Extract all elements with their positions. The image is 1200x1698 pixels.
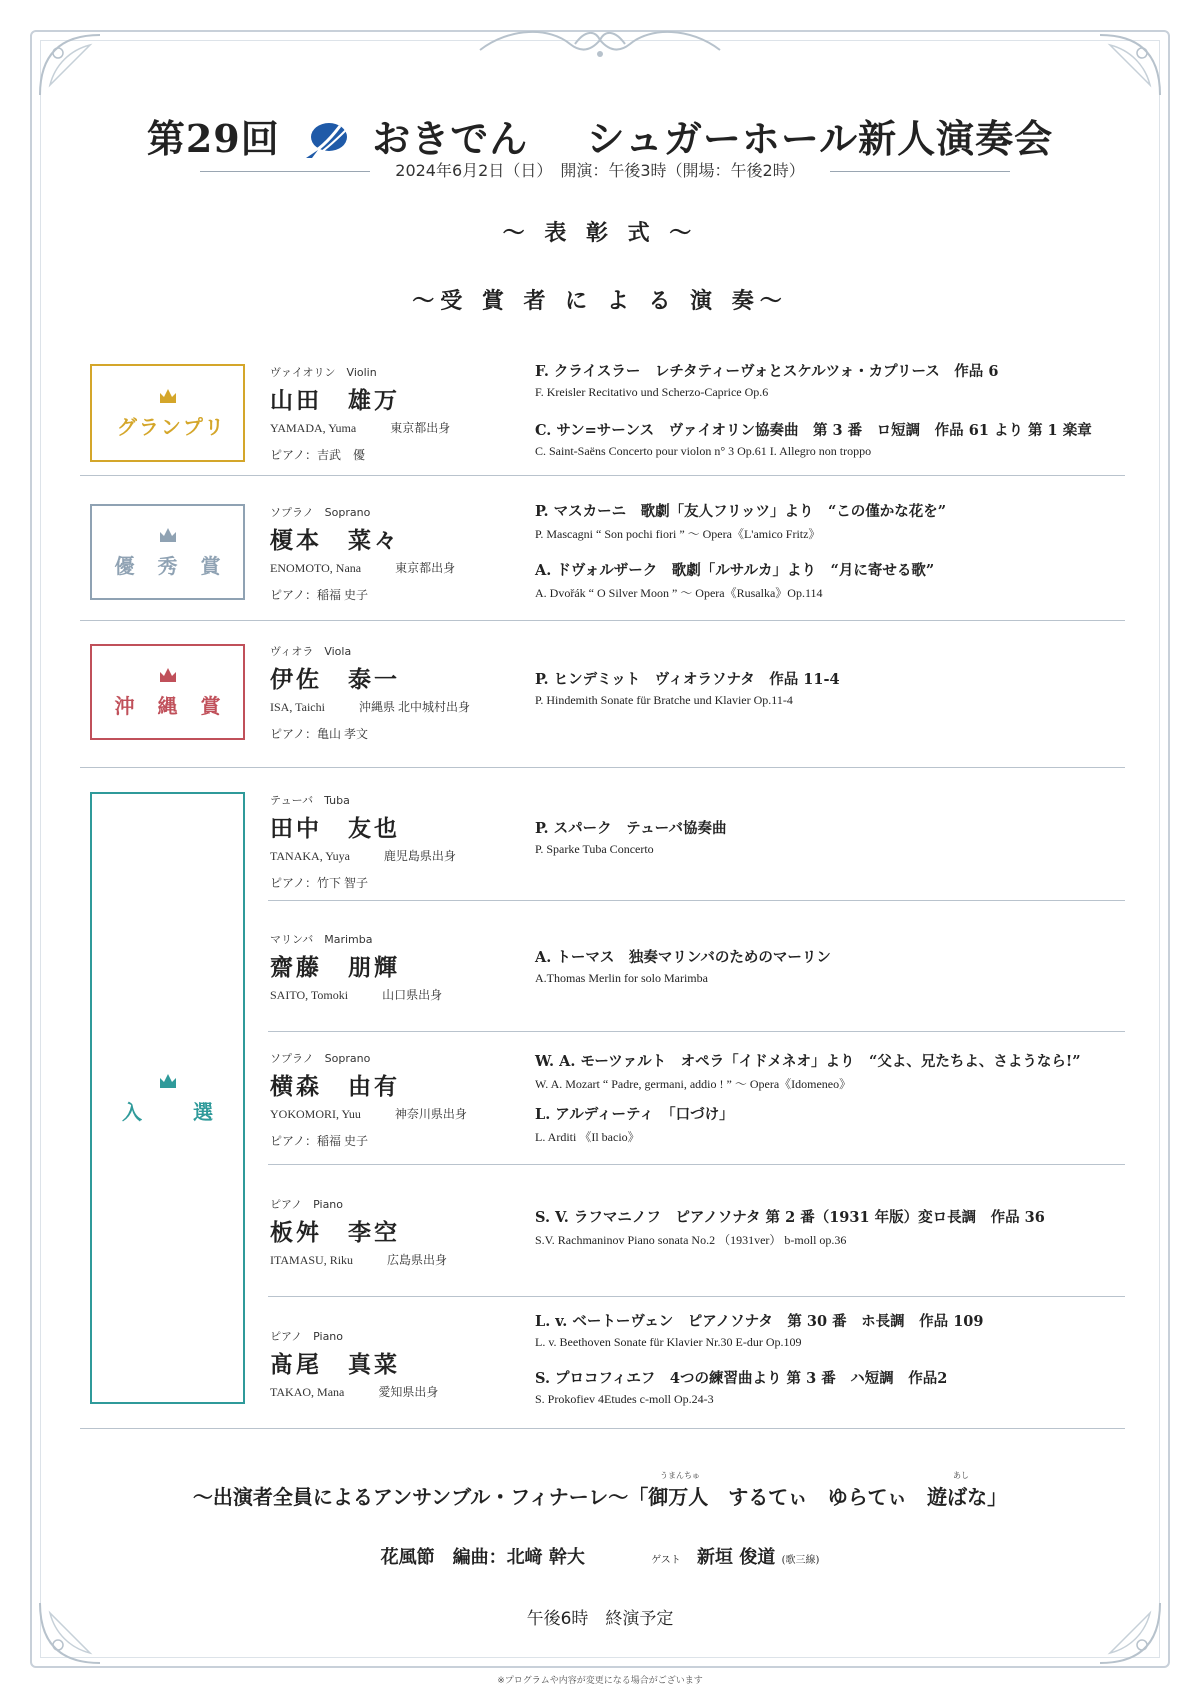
instrument-label: ヴィオラ Viola <box>270 645 352 658</box>
work-title-en: L. v. Beethoven Sonate für Klavier Nr.30 E-dur Op.109 <box>535 1335 802 1349</box>
performer-romanized: SAITO, Tomoki 山口県出身 <box>270 988 443 1002</box>
row-divider <box>268 900 1125 901</box>
row-divider <box>268 1031 1125 1032</box>
performer-entry <box>270 364 500 463</box>
work-entry <box>535 1103 1095 1145</box>
event-dateline: 2024年6月2日（日） 開演：午後3時（開場：午後2時） <box>395 161 805 180</box>
guest-note: (歌三線) <box>781 1555 820 1566</box>
work-title-ja: P. マスカーニ 歌劇「友人フリッツ」より “この僅かな花を” <box>535 503 947 520</box>
performer-name: 板舛 李空 <box>270 1219 400 1246</box>
work-title-ja: L. v. ベートーヴェン ピアノソナタ 第 30 番 ホ長調 作品 109 <box>535 1313 984 1330</box>
work-title-ja: W. A. モーツァルト オペラ「イドメネオ」より “父よ、兄たちよ、さようなら!” <box>535 1053 1081 1070</box>
finale-credits <box>0 1543 1200 1569</box>
award-excellence-label: 優 秀 賞 <box>114 553 229 578</box>
performer-hometown: 東京都出身 <box>390 421 451 435</box>
ruby-reading: あし <box>953 1471 969 1480</box>
accompanist: ピアノ：竹下 智子 <box>270 876 369 890</box>
section-divider <box>80 767 1125 768</box>
performer-entry <box>270 504 500 603</box>
guest-label: ゲスト <box>651 1555 681 1566</box>
performer-entry <box>270 1050 500 1149</box>
work-title-en: P. Mascagni “ Son pochi fiori ” 〜 Opera《L'amico Fritz》 <box>535 527 821 541</box>
title-main: シュガーホール新人演奏会 <box>586 116 1054 161</box>
performer-romanized: YOKOMORI, Yuu 神奈川県出身 <box>270 1107 467 1121</box>
performer-hometown: 愛知県出身 <box>378 1385 439 1399</box>
accompanist: ピアノ：稲福 史子 <box>270 588 369 602</box>
performer-romanized: ENOMOTO, Nana 東京都出身 <box>270 561 456 575</box>
performer-entry <box>270 643 500 742</box>
instrument-label: ヴァイオリン Violin <box>270 366 377 379</box>
okiden-logo-icon <box>304 120 350 160</box>
accompanist: ピアノ：吉武 優 <box>270 448 366 462</box>
award-okinawa-box <box>90 644 245 740</box>
award-grandprix-box <box>90 364 245 462</box>
ruby-reading: うまんちゅ <box>660 1471 700 1480</box>
work-title-en: A. Dvořák “ O Silver Moon ” 〜 Opera《Rusalka》Op.114 <box>535 586 823 600</box>
guest-name: 新垣 俊道 <box>697 1547 776 1568</box>
instrument-label: ピアノ Piano <box>270 1198 344 1211</box>
top-ornament <box>470 22 730 62</box>
work-entry <box>535 559 1095 601</box>
work-title-ja: P. ヒンデミット ヴィオラソナタ 作品 11-4 <box>535 671 840 688</box>
section-divider <box>80 1428 1125 1429</box>
work-entry <box>535 1310 1095 1350</box>
instrument-label: ソプラノ Soprano <box>270 506 371 519</box>
performer-romanized: ITAMASU, Riku 広島県出身 <box>270 1253 448 1267</box>
award-grandprix-label: グランプリ <box>116 414 227 439</box>
crown-icon <box>158 1072 178 1090</box>
crown-icon <box>158 526 178 544</box>
award-selected-box <box>90 792 245 1404</box>
corner-ornament-tl <box>30 25 110 105</box>
footnote: ※プログラムや内容が変更になる場合がございます <box>497 1676 703 1686</box>
work-entry <box>535 668 1095 708</box>
title-prefix: 第29回 <box>146 116 280 161</box>
work-title-en: A.Thomas Merlin for solo Marimba <box>535 971 708 985</box>
ceremony-heading: 〜 表 彰 式 〜 <box>502 220 698 246</box>
performer-name: 山田 雄万 <box>270 387 400 414</box>
performer-romanized: TAKAO, Mana 愛知県出身 <box>270 1385 439 1399</box>
performer-hometown: 広島県出身 <box>387 1253 448 1267</box>
arrangement-credit: 花風節 編曲：北﨑 幹大 <box>380 1547 585 1568</box>
performer-romanized: ISA, Taichi 沖縄県 北中城村出身 <box>270 700 470 714</box>
page-title <box>0 108 1200 166</box>
work-title-en: S.V. Rachmaninov Piano sonata No.2 （1931ver） b-moll op.36 <box>535 1233 847 1247</box>
instrument-label: ピアノ Piano <box>270 1330 344 1343</box>
work-entry <box>535 1367 1095 1407</box>
performer-entry <box>270 931 500 1003</box>
performer-romanized: TANAKA, Yuya 鹿児島県出身 <box>270 849 456 863</box>
performer-name: 横森 由有 <box>270 1073 400 1100</box>
performer-hometown: 山口県出身 <box>382 988 443 1002</box>
work-title-en: L. Arditi 《Il bacio》 <box>535 1130 640 1144</box>
work-title-ja: A. ドヴォルザーク 歌劇「ルサルカ」より “月に寄せる歌” <box>535 562 935 579</box>
row-divider <box>268 1296 1125 1297</box>
performer-entry <box>270 1328 500 1400</box>
performer-hometown: 東京都出身 <box>395 561 456 575</box>
end-time: 午後6時 終演予定 <box>526 1609 674 1629</box>
work-entry <box>535 500 1095 542</box>
performer-entry <box>270 1196 500 1268</box>
section-divider <box>80 620 1125 621</box>
performer-name: 髙尾 真菜 <box>270 1351 400 1378</box>
work-entry <box>535 1206 1095 1248</box>
row-divider <box>268 1164 1125 1165</box>
accompanist: ピアノ：稲福 史子 <box>270 1134 369 1148</box>
instrument-label: ソプラノ Soprano <box>270 1052 371 1065</box>
work-title-en: F. Kreisler Recitativo und Scherzo-Caprice Op.6 <box>535 385 769 399</box>
performer-romanized: YAMADA, Yuma 東京都出身 <box>270 421 451 435</box>
work-title-ja: P. スパーク テューバ協奏曲 <box>535 820 727 837</box>
work-title-ja: L. アルディーティ 「口づけ」 <box>535 1106 734 1123</box>
work-entry <box>535 419 1095 459</box>
performance-heading: 〜受 賞 者 に よ る 演 奏〜 <box>412 288 788 314</box>
work-title-en: W. A. Mozart “ Padre, germani, addio ! ” 〜 Opera《Idomeneo》 <box>535 1077 852 1091</box>
finale-title: 〜出演者全員によるアンサンブル・フィナーレ〜「御万人 するてぃ ゆらてぃ 遊ばな」 <box>192 1485 1008 1509</box>
work-entry <box>535 360 1095 400</box>
performer-name: 齋藤 朋輝 <box>270 954 400 981</box>
work-title-ja: A. トーマス 独奏マリンバのためのマーリン <box>535 949 831 966</box>
award-excellence-box <box>90 504 245 600</box>
performer-hometown: 沖縄県 北中城村出身 <box>358 700 470 714</box>
award-okinawa-label: 沖 縄 賞 <box>114 693 229 718</box>
work-title-ja: S. V. ラフマニノフ ピアノソナタ 第 2 番（1931 年版）変ロ長調 作品 36 <box>535 1209 1045 1226</box>
performer-hometown: 鹿児島県出身 <box>383 849 456 863</box>
instrument-label: テューバ Tuba <box>270 794 350 807</box>
performer-name: 伊佐 泰一 <box>270 666 400 693</box>
performer-hometown: 神奈川県出身 <box>394 1107 467 1121</box>
work-title-ja: C. サン=サーンス ヴァイオリン協奏曲 第 3 番 ロ短調 作品 61 より 第 1 楽章 <box>535 422 1092 439</box>
crown-icon <box>158 666 178 684</box>
work-title-en: P. Hindemith Sonate für Bratche und Klavier Op.11-4 <box>535 693 793 707</box>
award-selected-label: 入 選 <box>122 1099 221 1124</box>
section-divider <box>80 475 1125 476</box>
work-entry <box>535 817 1095 857</box>
work-entry <box>535 946 1095 986</box>
work-title-ja: S. プロコフィエフ 4つの練習曲より 第 3 番 ハ短調 作品2 <box>535 1370 948 1387</box>
crown-icon <box>158 387 178 405</box>
performer-name: 田中 友也 <box>270 815 400 842</box>
work-title-en: S. Prokofiev 4Etudes c-moll Op.24-3 <box>535 1392 714 1406</box>
work-title-en: C. Saint-Saëns Concerto pour violon n° 3 Op.61 I. Allegro non troppo <box>535 444 872 458</box>
work-title-ja: F. クライスラー レチタティーヴォとスケルツォ・カプリース 作品 6 <box>535 363 999 380</box>
work-entry <box>535 1050 1095 1092</box>
instrument-label: マリンバ Marimba <box>270 933 373 946</box>
corner-ornament-tr <box>1090 25 1170 105</box>
title-brand: おきでん <box>372 116 529 161</box>
accompanist: ピアノ：亀山 孝文 <box>270 727 369 741</box>
performer-name: 榎本 菜々 <box>270 527 400 554</box>
work-title-en: P. Sparke Tuba Concerto <box>535 842 654 856</box>
performer-entry <box>270 792 500 891</box>
